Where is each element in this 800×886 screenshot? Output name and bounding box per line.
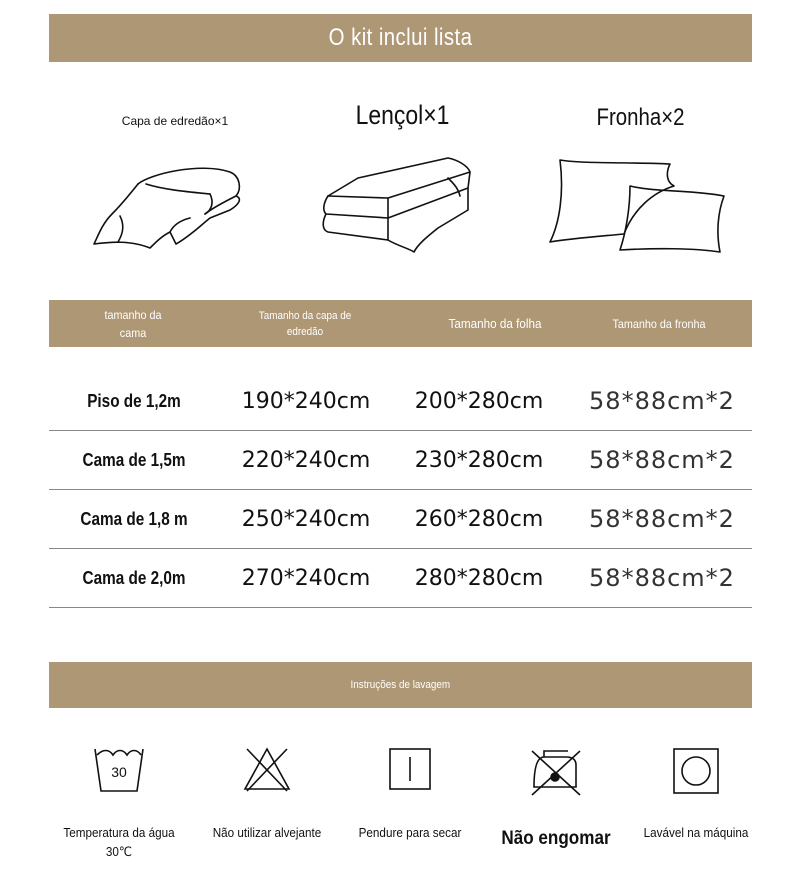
- care-item-no-bleach: [197, 745, 337, 842]
- header-pillowcase-size: Tamanho da fronha: [612, 316, 706, 331]
- product-duvet-cover: [100, 108, 250, 128]
- kit-title: O kit inclui lista: [328, 24, 473, 51]
- table-row: [49, 431, 752, 490]
- duvet-size-cell: 270*240cm: [241, 565, 371, 591]
- care-label: Não utilizar alvejante: [212, 825, 322, 840]
- sheet-size-cell: 230*280cm: [414, 447, 544, 473]
- product-pillowcase: [548, 104, 733, 132]
- product-label: Lençol×1: [355, 100, 450, 130]
- bed-size-cell: Piso de 1,2m: [87, 390, 181, 411]
- care-item-no-iron: [486, 745, 626, 848]
- pillowcase-size-cell: 58*88cm*2: [589, 446, 735, 474]
- sheet-icon: [318, 148, 488, 258]
- care-item-wash-30: [49, 745, 189, 861]
- care-label: Temperatura da água 30℃: [63, 825, 175, 859]
- table-row: [49, 549, 752, 608]
- bed-size-cell: Cama de 2,0m: [82, 567, 186, 588]
- bed-size-cell: Cama de 1,8 m: [80, 508, 188, 529]
- product-label: Capa de edredão×1: [121, 114, 229, 128]
- care-label: Pendure para secar: [358, 825, 462, 840]
- line-dry-icon: [384, 745, 436, 795]
- duvet-size-cell: 190*240cm: [241, 388, 371, 414]
- duvet-size-cell: 250*240cm: [241, 506, 371, 532]
- header-duvet-size: Tamanho da capa de edredão: [258, 309, 352, 338]
- care-item-line-dry: [340, 745, 480, 842]
- no-bleach-icon: [241, 745, 293, 795]
- header-sheet-size: Tamanho da folha: [448, 315, 542, 331]
- duvet-cover-icon: [90, 144, 260, 254]
- table-row: [49, 490, 752, 549]
- kit-title-banner: [49, 14, 752, 62]
- size-table-header: [49, 300, 752, 347]
- wash-instructions-title: Instruções de lavagem: [350, 679, 451, 691]
- header-bed-size: tamanho da cama: [104, 307, 162, 340]
- wash-temperature-text: 30: [111, 764, 127, 780]
- sheet-size-cell: 260*280cm: [414, 506, 544, 532]
- table-row: [49, 372, 752, 431]
- pillowcase-size-cell: 58*88cm*2: [589, 387, 735, 415]
- no-iron-icon: [528, 745, 584, 799]
- product-sheet: [320, 100, 485, 131]
- product-label: Fronha×2: [596, 104, 685, 131]
- pillowcase-size-cell: 58*88cm*2: [589, 505, 735, 533]
- sheet-size-cell: 200*280cm: [414, 388, 544, 414]
- sheet-size-cell: 280*280cm: [414, 565, 544, 591]
- care-item-machine-wash: [626, 745, 766, 842]
- care-label: Não engomar: [501, 828, 611, 849]
- duvet-size-cell: 220*240cm: [241, 447, 371, 473]
- care-label: Lavável na máquina: [643, 825, 749, 840]
- wash-instructions-banner: [49, 662, 752, 708]
- machine-wash-icon: [670, 745, 722, 795]
- pillowcase-size-cell: 58*88cm*2: [589, 564, 735, 592]
- pillowcase-icon: [544, 152, 734, 262]
- bed-size-cell: Cama de 1,5m: [82, 449, 186, 470]
- wash-30-icon: [93, 745, 145, 795]
